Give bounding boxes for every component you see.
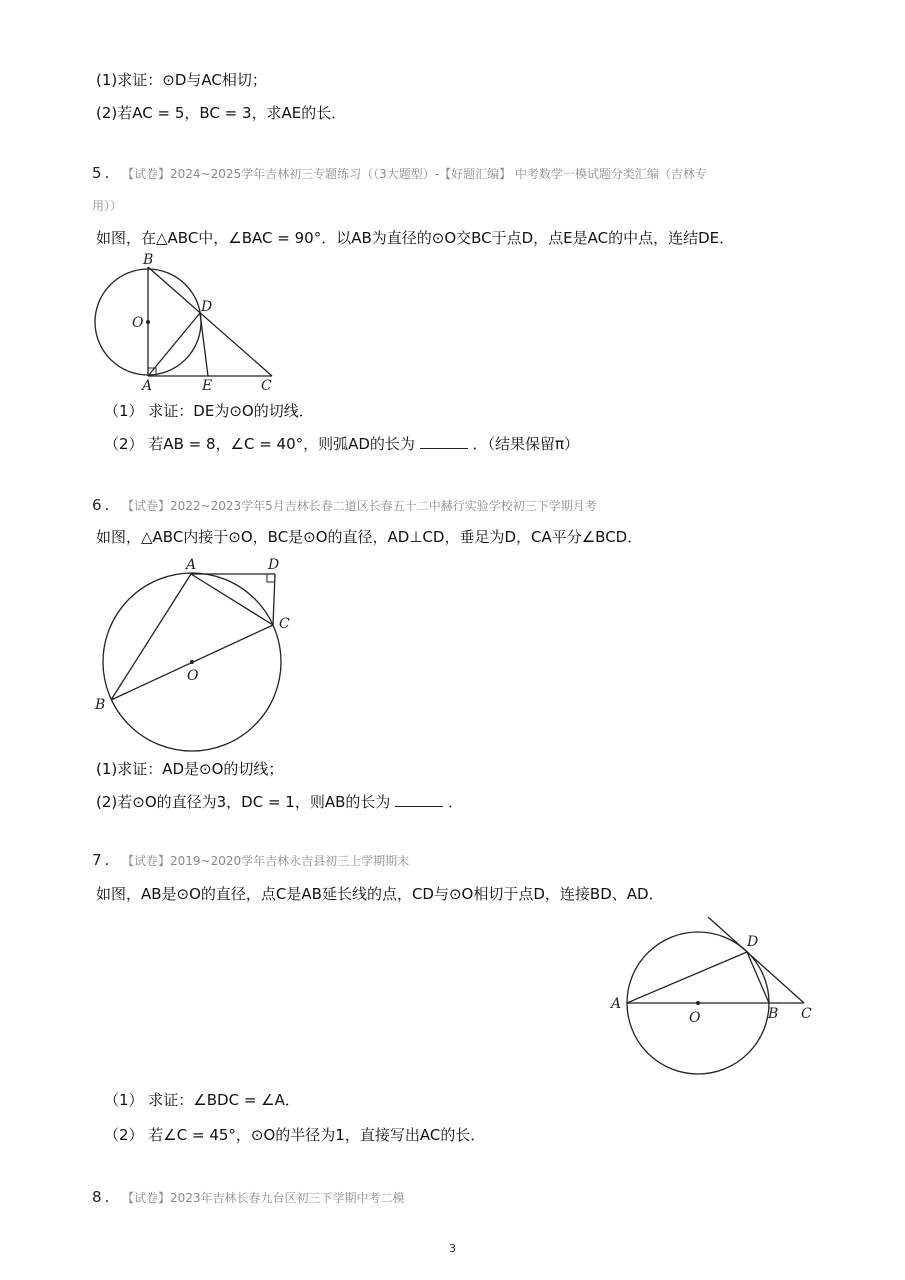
question-6-part2-tail: ． (447, 793, 463, 811)
answer-blank (420, 434, 468, 449)
label-d: D (201, 299, 213, 315)
question-5-source: 【试卷】2024~2025学年吉林初三专题练习（（3大题型）-【好题汇编】 中考数学一模试题分类汇编（吉林专 (122, 167, 707, 181)
question-6-part2 (96, 792, 463, 812)
question-6-stem: 如图，△ABC内接于⊙O，BC是⊙O的直径，AD⊥CD，垂足为D，CA平分∠BCD． (96, 528, 643, 546)
segment-de (200, 313, 208, 376)
segment-bd (747, 952, 769, 1003)
segment-bc (148, 267, 272, 376)
question-5-stem: 如图，在△ABC中，∠BAC = 90°．以AB为直径的⊙O交BC于点D，点E是AC的中点，连结DE． (96, 229, 735, 247)
question-7-part2: （2） 若∠C = 45°，⊙O的半径为1，直接写出AC的长． (104, 1126, 486, 1144)
question-number-8: 8. (92, 1188, 113, 1206)
label-c: C (261, 378, 272, 394)
q4-part2: (2)若AC = 5，BC = 3，求AE的长． (96, 104, 347, 122)
question-6-part2-text: (2)若⊙O的直径为3，DC = 1，则AB的长为 (96, 793, 391, 811)
center-dot (696, 1001, 700, 1005)
segment-ad (148, 313, 200, 376)
label-o: O (132, 315, 144, 331)
question-7-part1: （1） 求证：∠BDC = ∠A． (104, 1091, 300, 1109)
question-6-figure (90, 555, 300, 760)
question-7-stem: 如图，AB是⊙O的直径，点C是AB延长线的点，CD与⊙O相切于点D，连接BD、AD． (96, 885, 664, 903)
label-a: A (186, 557, 197, 573)
label-b: B (768, 1006, 779, 1022)
label-c: C (279, 616, 290, 632)
question-5-figure (80, 250, 290, 395)
question-number-5: 5. (92, 164, 113, 182)
label-o: O (187, 668, 199, 684)
segment-ac (191, 574, 273, 625)
center-dot (146, 320, 150, 324)
label-e: E (202, 378, 213, 394)
center-dot (190, 660, 194, 664)
question-6-part1: (1)求证：AD是⊙O的切线； (96, 760, 284, 778)
q4-part1: (1)求证：⊙D与AC相切； (96, 71, 267, 89)
question-6-source: 【试卷】2022~2023学年5月吉林长春二道区长春五十二中赫行实验学校初三下学期月考 (122, 499, 597, 513)
label-b: B (143, 252, 154, 268)
label-c: C (801, 1006, 812, 1022)
label-a: A (611, 996, 622, 1012)
label-a: A (142, 378, 153, 394)
label-d: D (268, 557, 280, 573)
question-7-source: 【试卷】2019~2020学年吉林永吉县初三上学期期末 (122, 854, 410, 868)
label-d: D (747, 934, 759, 950)
label-o: O (689, 1010, 701, 1026)
page-number: 3 (449, 1242, 456, 1255)
question-5-part2-text: （2） 若AB = 8，∠C = 40°，则弧AD的长为 (104, 435, 415, 453)
question-5-part2 (104, 434, 579, 454)
question-8-source: 【试卷】2023年吉林长春九台区初三下学期中考二模 (122, 1191, 405, 1205)
question-number-7: 7. (92, 851, 113, 869)
question-7-figure (605, 912, 825, 1072)
question-number-6: 6. (92, 496, 113, 514)
question-5-source-cont: 用）） (92, 199, 123, 213)
label-b: B (95, 697, 106, 713)
answer-blank (395, 792, 443, 807)
tangent-cd (708, 917, 804, 1003)
question-5-part2-tail: ．（结果保留π） (472, 435, 580, 453)
segment-ad (627, 952, 747, 1003)
question-5-part1: （1） 求证：DE为⊙O的切线． (104, 402, 314, 420)
right-angle-mark (267, 574, 275, 582)
